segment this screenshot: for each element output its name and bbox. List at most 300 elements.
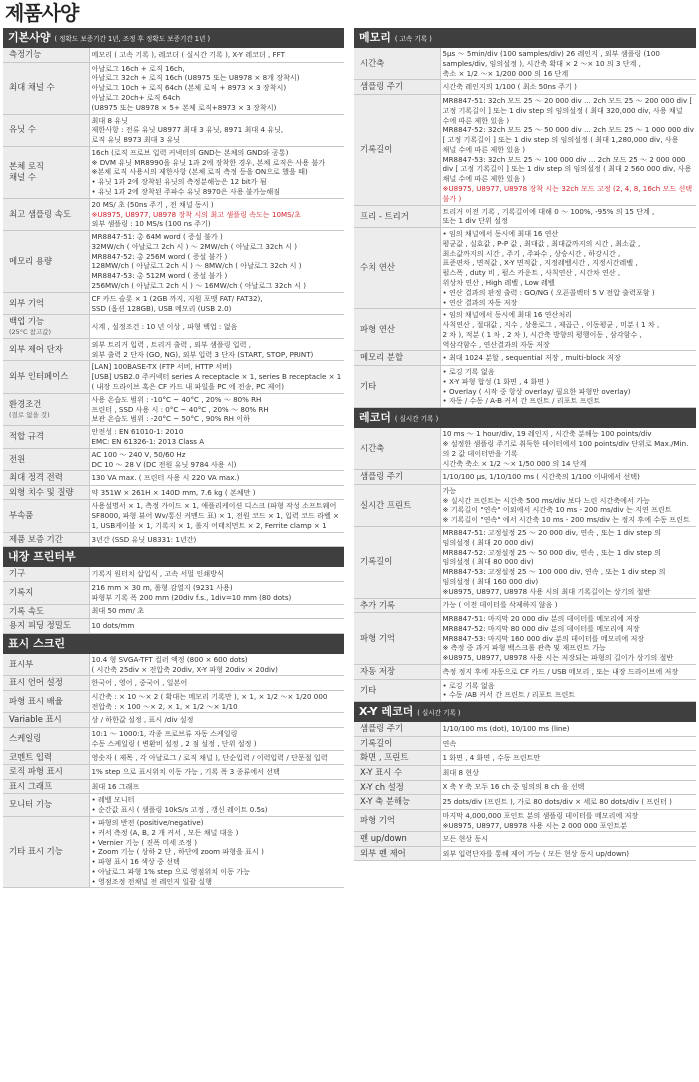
- spec-label: [354, 795, 440, 810]
- section-note: ( 실시간 기록 ): [394, 415, 439, 424]
- spec-label: [3, 532, 89, 547]
- spec-value: [89, 582, 344, 605]
- spec-row: [354, 309, 696, 351]
- spec-label-text: 본체 로직 채널 수: [9, 160, 45, 183]
- spec-row: [3, 750, 344, 765]
- spec-label: [3, 146, 89, 198]
- spec-value: [89, 292, 344, 315]
- spec-value: [89, 338, 344, 361]
- spec-value-text: 가능 ※ 실시간 프린트는 시간축 500 ms/div 보다 느린 시간축에서 가능 ※ 기록길이 "연속" 이외에서 시간축 10 ms - 200 ms/div 는 지연 프린트 ※ 기록길이 "연속" 에서 시간축 10 ms - 200 ms/div 는 정지 후에 수동 프린트: [442, 485, 690, 525]
- spec-label-text: 기록길이: [360, 143, 393, 154]
- spec-label-text: 화면 , 프린트: [360, 752, 409, 763]
- spec-label-text: 실시간 프린트: [360, 499, 412, 510]
- spec-row: [354, 613, 696, 665]
- spec-label-text: 최대 정격 전력: [9, 472, 63, 483]
- spec-value-text: 영숫자 ( 제목 , 각 아날로그 / 로직 채널 ), 단순입력 / 이력입력 / 단문절 입력: [91, 752, 328, 762]
- spec-row: [3, 619, 344, 634]
- spec-value: [440, 780, 696, 795]
- spec-label: [3, 765, 89, 780]
- spec-value-warning: ※U8975, U8977, U8978 장착 시의 최고 샘플링 속도는 10MS/초: [91, 209, 301, 219]
- spec-label-text: Variable 표시: [9, 714, 62, 725]
- spec-label-text: 적합 규격: [9, 431, 45, 442]
- spec-value-text: 한국어 , 영어 , 중국어 , 일본어: [91, 678, 188, 688]
- spec-row: [354, 736, 696, 751]
- spec-label: [354, 228, 440, 309]
- spec-row: [354, 598, 696, 613]
- spec-label: [354, 94, 440, 205]
- spec-value-text: 최대 8 현상: [442, 767, 479, 777]
- spec-value-text: 10:1 ～ 1000:1, 각종 프로브류 자동 스케일링 수동 스케일링 ( 변환비 설정 , 2 점 설정 , 단위 설정 ): [91, 729, 257, 748]
- section-header-memory: [354, 28, 696, 48]
- spec-value: [89, 690, 344, 713]
- spec-label-text: 모니터 기능: [9, 799, 53, 810]
- spec-value-extra: 외부 샘플링 : 10 MS/s (100 ns 주기): [91, 219, 211, 229]
- spec-row: [354, 351, 696, 366]
- spec-value-text: 외부 입력단자를 통해 제어 가능 ( 모든 현상 동시 up/down): [442, 848, 630, 858]
- spec-table-recorder: [354, 428, 696, 702]
- spec-label-text: 유닛 수: [9, 124, 36, 135]
- spec-label-text: 외형 치수 및 질량: [9, 486, 74, 497]
- spec-value: [89, 48, 344, 62]
- spec-row: [354, 765, 696, 780]
- spec-label: [3, 198, 89, 230]
- spec-label: [3, 794, 89, 817]
- spec-value: [89, 426, 344, 449]
- spec-label: [3, 816, 89, 887]
- spec-value-text: 10 ms ～ 1 hour/div, 19 레인지 , 시간축 분해능 100 points/div ※ 설정한 샘플링 주기로 취득한 데이터에서 100 points/div 단위로 Max./Min. 의 2 값 데이터만을 기록 시간축 축소 × 1/2 ～× 1/50 000 의 14 단계: [442, 429, 689, 468]
- spec-value-text: 최대 8 유닛 제한사항 : 전류 유닛 U8977 최대 3 유닛, 8971 최대 4 유닛, 로직 유닛 8973 최대 3 유닛: [91, 115, 284, 145]
- spec-value: [440, 613, 696, 665]
- section-title: 기본사양: [8, 31, 51, 44]
- spec-label-text: 외부 기억: [9, 297, 45, 308]
- spec-label-text: X-Y 표시 수: [360, 766, 403, 777]
- spec-value: [89, 816, 344, 887]
- spec-label-text: 기록길이: [360, 737, 393, 748]
- spec-label-text: 샘플링 주기: [360, 81, 404, 92]
- spec-row: [354, 527, 696, 598]
- spec-row: [3, 292, 344, 315]
- spec-label-text: 표시부: [9, 658, 34, 669]
- spec-value-text: 모든 현상 동시: [442, 834, 489, 844]
- spec-label: [3, 604, 89, 619]
- spec-value: [89, 676, 344, 691]
- spec-value-text: X 축 Y 축 모두 16 ch 중 임의의 8 ch 을 선택: [442, 782, 585, 792]
- spec-label: [3, 654, 89, 676]
- spec-value-text: • 로깅 기록 없음 • 수동 /AB 커서 간 프린트 / 리포트 프린트: [442, 680, 576, 700]
- spec-value-text: [LAN] 100BASE-TX (FTP 서버, HTTP 서버) [USB] USB2.0 주커넥터 series A receptacle × 1, series B receptacle × 1 ( 내장 드라이브 혹은 CF 카드 내 파일을 PC 에 전송, PC 제어): [91, 362, 342, 392]
- spec-table-xy-recorder: [354, 722, 696, 861]
- spec-label-text: 샘플링 주기: [360, 723, 404, 734]
- spec-row: [354, 795, 696, 810]
- section-title: 내장 프린터부: [8, 550, 76, 564]
- spec-label-text: 용지 피딩 정밀도: [9, 620, 71, 631]
- spec-value-text: 1/10/100 µs, 1/10/100 ms ( 시간축의 1/100 이내에서 선택): [442, 472, 640, 482]
- spec-row: [354, 366, 696, 408]
- spec-value-warning: ※U8975, U8977, U8978 장착 시는 32ch 모드 고정 (2, 4, 8, 16ch 모드 선택 불가 ): [442, 183, 693, 203]
- spec-label: [354, 366, 440, 408]
- spec-value: [440, 722, 696, 736]
- spec-value: [89, 604, 344, 619]
- spec-label-text: 기구: [9, 568, 26, 579]
- spec-label: [3, 292, 89, 315]
- page-title: 제품사양: [5, 1, 79, 25]
- spec-value-text: • 레벨 모니터 • 순간값 표시 ( 샘플링 10kS/s 고정 , 갱신 레이트 0.5s): [91, 795, 268, 815]
- spec-value: [89, 393, 344, 425]
- spec-value: [89, 500, 344, 532]
- spec-label: [3, 779, 89, 794]
- spec-value: [440, 795, 696, 810]
- spec-label: [3, 338, 89, 361]
- spec-value: [440, 205, 696, 228]
- spec-row: [354, 228, 696, 309]
- section-header-display: [3, 634, 344, 654]
- spec-label: [354, 846, 440, 861]
- spec-label: [3, 676, 89, 691]
- spec-value: [440, 351, 696, 366]
- spec-row: [3, 713, 344, 728]
- spec-row: [3, 48, 344, 62]
- spec-value: [440, 679, 696, 702]
- spec-label-text: 파형 표시 배율: [9, 695, 63, 706]
- spec-label: [3, 750, 89, 765]
- section-header-recorder: [354, 408, 696, 428]
- section-header-xy-recorder: [354, 702, 696, 722]
- spec-value: [89, 532, 344, 547]
- spec-label-text: 기타 표시 기능: [9, 846, 63, 857]
- spec-label-note: (25°C 참고값): [9, 327, 52, 336]
- spec-label-text: X-Y 축 분해능: [360, 796, 411, 807]
- spec-value: [440, 846, 696, 861]
- spec-value-text: 가능 ( 이전 데이터를 삭제하지 않음 ): [442, 600, 558, 610]
- spec-table-memory: [354, 48, 696, 408]
- spec-label-text: 측정기능: [9, 49, 42, 59]
- spec-value: [89, 619, 344, 634]
- spec-table-printer: [3, 567, 344, 633]
- right-column: [354, 28, 696, 1078]
- spec-label-text: 외부 펜 제어: [360, 847, 406, 858]
- spec-label-text: 기록 속도: [9, 605, 45, 616]
- spec-row: [3, 338, 344, 361]
- spec-value-text: 20 MS/ 초 (50ns 주기 , 전 채널 동시 ): [91, 199, 214, 209]
- spec-label-text: 프리 - 트리거: [360, 210, 409, 221]
- spec-label: [354, 809, 440, 832]
- spec-value: [440, 80, 696, 95]
- spec-label-text: 기타: [360, 684, 377, 695]
- spec-row: [354, 484, 696, 526]
- spec-label-text: 전원: [9, 453, 26, 464]
- spec-label: [3, 690, 89, 713]
- spec-label: [354, 765, 440, 780]
- spec-label: [3, 471, 89, 486]
- spec-value-text: 최대 50 mm/ 초: [91, 606, 145, 616]
- spec-value: [89, 315, 344, 339]
- section-header-printer: [3, 547, 344, 567]
- spec-row: [354, 809, 696, 832]
- section-title: 메모리: [359, 31, 391, 44]
- spec-row: [354, 846, 696, 861]
- spec-value: [440, 228, 696, 309]
- spec-value-text: 외부 트리거 입력 , 트리거 출력 , 외부 샘플링 입력 , 외부 출력 2 단자 (GO, NG), 외부 입력 3 단자 (START, STOP, PRINT): [91, 339, 314, 359]
- spec-label: [3, 728, 89, 751]
- spec-value: [89, 750, 344, 765]
- spec-row: [354, 80, 696, 95]
- spec-row: [3, 794, 344, 817]
- spec-value: [440, 809, 696, 832]
- spec-label-text: 최대 채널 수: [9, 82, 55, 93]
- spec-value-text: 사용 온습도 범위 : -10°C ~ 40°C , 20% ～ 80% RH 프린터 , SSD 사용 시 : 0°C ~ 40°C , 20% ～ 80% RH 보관 온습도 범위 : -20°C ~ 50°C , 90% RH 이하: [91, 394, 269, 424]
- spec-label: [354, 48, 440, 80]
- spec-label-text: 외부 인터페이스: [9, 371, 69, 382]
- spec-value-text: 시계 , 설정조건 : 10 년 이상 , 파형 백업 : 없음: [91, 321, 238, 331]
- spec-label: [354, 309, 440, 351]
- spec-value: [89, 471, 344, 486]
- spec-row: [3, 114, 344, 146]
- spec-label: [3, 448, 89, 471]
- spec-value-text: • 임의 채널에서 동시에 최대 16 연산처리 사칙연산 , 절대값 , 지수 , 상용로그 , 제곱근 , 이동평균 , 미분 ( 1 차 , 2 차 ), 적분 ( 1 차 , 2 차 ), 시간축 방향의 평행이동 , 삼각함수 , 역삼각함수 , 연산결과의 자동 저장: [442, 310, 660, 349]
- spec-row: [3, 448, 344, 471]
- spec-label-text: 펜 up/down: [360, 833, 407, 844]
- spec-value-text: 시간축 레인지의 1/100 ( 최소 50ns 주기 ): [442, 82, 577, 92]
- spec-label-text: 스케일링: [9, 733, 42, 744]
- spec-label: [354, 484, 440, 526]
- spec-value: [89, 713, 344, 728]
- spec-label: [3, 48, 89, 62]
- spec-value-text: 측정 정지 후에 자동으로 CF 카드 / USB 메모리 , 또는 내장 드라이브에 저장: [442, 666, 679, 676]
- spec-row: [3, 582, 344, 605]
- spec-label: [3, 619, 89, 634]
- spec-label: [3, 426, 89, 449]
- spec-label: [354, 613, 440, 665]
- spec-value: [440, 751, 696, 766]
- spec-value: [440, 366, 696, 408]
- spec-row: [3, 62, 344, 114]
- spec-value-text: 1 화면 , 4 화면 , 수동 프린트만: [442, 753, 541, 763]
- spec-value: [89, 485, 344, 500]
- spec-value-text: AC 100 ～ 240 V, 50/60 Hz DC 10 ～ 28 V (DC 전원 유닛 9784 사용 시): [91, 449, 237, 469]
- spec-label-text: 파형 기억: [360, 632, 396, 643]
- spec-label: [354, 80, 440, 95]
- spec-label-text: 표시 언어 설정: [9, 677, 63, 688]
- spec-label: [354, 679, 440, 702]
- spec-label-text: 백업 기능: [9, 316, 45, 327]
- spec-label: [3, 713, 89, 728]
- spec-row: [354, 679, 696, 702]
- spec-label-text: 추가 기록: [360, 599, 396, 610]
- spec-label-text: X-Y ch 설정: [360, 781, 404, 792]
- spec-label: [354, 780, 440, 795]
- spec-row: [3, 485, 344, 500]
- spec-value: [440, 598, 696, 613]
- spec-value-text: 1/10/100 ms (dot), 10/100 ms (line): [442, 724, 570, 734]
- spec-row: [3, 361, 344, 393]
- section-title: 레코더: [359, 411, 391, 425]
- spec-label: [3, 361, 89, 393]
- spec-value: [440, 428, 696, 470]
- spec-label-text: 메모리 분할: [360, 352, 404, 363]
- spec-value-text: 약 351W × 261H × 140D mm, 7.6 kg ( 본체만 ): [91, 487, 256, 497]
- section-note: ( 정확도 보증기간 1년, 조정 후 정확도 보증기간 1년 ): [54, 35, 211, 43]
- section-header-basic-spec: [3, 28, 344, 48]
- spec-label: [354, 665, 440, 680]
- spec-row: [3, 676, 344, 691]
- spec-value: [440, 309, 696, 351]
- spec-value-text: 5µs ～ 5min/div (100 samples/div) 26 레인지 , 외부 샘플링 (100 samples/div, 임의설정 ), 시간축 확대 × 2 ～× 10 의 3 단계 , 축소 × 1/2 ～× 1/200 000 의 16 단계: [442, 49, 660, 78]
- spec-row: [3, 471, 344, 486]
- spec-label: [354, 527, 440, 598]
- spec-value: [89, 765, 344, 780]
- spec-row: [3, 816, 344, 887]
- spec-value-text: 안전성 : EN 61010-1: 2010 EMC: EN 61326-1: 2013 Class A: [91, 427, 205, 446]
- spec-label-text: 메모리 용량: [9, 255, 53, 266]
- spec-label-text: 표시 그래프: [9, 780, 53, 791]
- spec-label: [3, 114, 89, 146]
- spec-value: [440, 527, 696, 598]
- spec-label: [354, 832, 440, 847]
- spec-value-text: 시간축 : × 10 ～× 2 ( 확대는 메모리 기록만 ), × 1, × 1/2 ～× 1/20 000 전압축 : × 100 ～× 2, × 1, × 1/2 ～× 1/10: [91, 691, 328, 711]
- spec-label: [3, 567, 89, 581]
- spec-value: [89, 448, 344, 471]
- spec-row: [3, 690, 344, 713]
- spec-value: [89, 114, 344, 146]
- spec-value-text: • 임의 채널에서 동시에 최대 16 연산 평균값 , 실효값 , P-P 값 , 최대값 , 최대값까지의 시간 , 최소값 , 최소값까지의 시간 , 주기 , 주파수 , 상승시간 , 하강시간 , 표준편차 , 면적값 , X-Y 면적값 , 지정레벨시간 , 지정시간레벨 , 펄스폭 , duty 비 , 펄스 카운트 , 사칙연산 , 시간차 연산 , 위상차 연산 , High 레벨 , Low 레벨 • 연산 결과의 판정 출력 : GO/NG ( 오픈콜렉터 5 V 전압 출력포함 ) • 연산 결과의 자동 저장: [442, 229, 655, 307]
- spec-label-text: 외부 제어 단자: [9, 343, 63, 354]
- spec-label: [3, 231, 89, 293]
- spec-value-text: 16ch (로직 프로브 입력 커넥터의 GND는 본체의 GND와 공통) ※ DVM 유닛 MR8990을 유닛 1과 2에 장착한 경우, 본체 로직은 사용 불가 ※본체 로직 사용시의 제한사항 (본체 로직 측정 등을 ON으로 했을 때) • 유닛 1과 2에 장착된 유닛의 측정분해능은 12 bit가 됨 • 유닛 1과 2에 장착된 주파수 유닛 8970은 사용 불가능해짐: [91, 147, 326, 196]
- section-title: X-Y 레코더: [359, 705, 414, 719]
- spec-label-text: 시간축: [360, 57, 385, 68]
- spec-value: [89, 779, 344, 794]
- spec-value-text: 10 dots/mm: [91, 621, 135, 631]
- spec-label: [354, 470, 440, 485]
- spec-label-text: 파형 기억: [360, 814, 396, 825]
- spec-value-text: 25 dots/div (프린트 ), 가로 80 dots/div × 세로 80 dots/div ( 프린터 ): [442, 797, 672, 807]
- spec-value: [440, 832, 696, 847]
- spec-row: [354, 48, 696, 80]
- spec-value: [89, 198, 344, 230]
- spec-row: [3, 393, 344, 425]
- spec-row: [3, 231, 344, 293]
- spec-value: [440, 765, 696, 780]
- spec-value: [89, 361, 344, 393]
- spec-label: [3, 393, 89, 425]
- spec-label: [3, 582, 89, 605]
- spec-value-text: 아날로그 16ch + 로직 16ch, 아날로그 32ch + 로직 16ch (U8975 또는 U8978 × 8개 장착시) 아날로그 10ch + 로직 64ch (본체 로직 + 8973 × 3 장착시) 아날로그 20ch+ 로직 64ch (U8975 또는 U8978 × 5+ 본체 로직+8973 × 3 장착시): [91, 63, 300, 112]
- spec-row: [354, 780, 696, 795]
- spec-label: [354, 722, 440, 736]
- spec-label-text: 로직 파형 표시: [9, 766, 63, 777]
- spec-label-text: 시간축: [360, 442, 385, 453]
- spec-row: [354, 832, 696, 847]
- spec-row: [3, 315, 344, 339]
- spec-label: [3, 62, 89, 114]
- spec-label-text: 부속품: [9, 510, 34, 521]
- spec-value-text: 130 VA max. ( 프린터 사용 시 220 VA max.): [91, 473, 240, 483]
- spec-row: [3, 654, 344, 676]
- spec-value: [440, 470, 696, 485]
- spec-value-text: 마지막 4,000,000 포인트 분의 샘플링 데이터를 메모리에 저장 ※U8975, U8977, U8978 사용 시는 2 000 000 포인트분: [442, 810, 639, 830]
- spec-row: [3, 765, 344, 780]
- spec-row: [3, 146, 344, 198]
- spec-value-text: 트리거 이전 기록 , 기록길이에 대해 0 ～ 100%, -95% 의 15 단계 , 또는 1 div 단위 설정: [442, 206, 655, 226]
- spec-value: [89, 146, 344, 198]
- section-note: ( 고속 기록 ): [394, 35, 432, 43]
- spec-value: [440, 484, 696, 526]
- spec-label: [3, 315, 89, 339]
- spec-row: [3, 532, 344, 547]
- spec-label-text: 수치 연산: [360, 262, 396, 273]
- spec-label-text: 기록지: [9, 586, 34, 597]
- spec-row: [3, 567, 344, 581]
- spec-label: [354, 598, 440, 613]
- spec-row: [354, 94, 696, 205]
- spec-row: [354, 751, 696, 766]
- spec-label: [354, 736, 440, 751]
- spec-value-text: • 로깅 기록 없음 • X-Y 파형 합성 (1 화면 , 4 화면 ) • Overlay ( 시작 중 항상 overlay/ 필요한 파형만 overlay) • 자동 / 수동 / A-B 커서 간 프린트 / 리포트 프린트: [442, 367, 631, 406]
- spec-value-text: MR8847-51: 고정설정 25 ～ 20 000 div, 연속 , 또는 1 div step 의 임의설정 ( 최대 20 000 div) MR8847-52: 고정설정 25 ～ 50 000 div, 연속 , 또는 1 div step 의 임의설정 ( 최대 80 000 div) MR8847-53: 고정설정 25 ～ 100 000 div, 연속 , 또는 1 div step 의 임의설정 ( 최대 160 000 div) ※U8975, U8977, U8978 사용 시의 최대 기록길이는 상기의 절반: [442, 528, 666, 596]
- spec-value: [440, 94, 696, 205]
- spec-row: [354, 428, 696, 470]
- spec-value-text: 기록지 원터치 삽입식 , 고속 서멀 인쇄방식: [91, 569, 224, 579]
- spec-value: [89, 62, 344, 114]
- spec-row: [3, 779, 344, 794]
- spec-value-text: 최대 16 그래프: [91, 781, 140, 791]
- spec-value: [440, 48, 696, 80]
- spec-row: [3, 426, 344, 449]
- spec-value: [89, 794, 344, 817]
- spec-label: [3, 500, 89, 532]
- spec-row: [354, 665, 696, 680]
- spec-value-text: MR8847-51: 마지막 20 000 div 분의 데이터를 메모리에 저장 MR8847-52: 마지막 80 000 div 분의 데이터를 메모리에 저장 MR8847-53: 마지막 160 000 div 분의 데이터를 메모리에 저장 ※ 측정 중 과거 파형 백스크롤 관측 및 재프린트 가능 ※U8975, U8977, U8978 사용 시는 저장되는 파형의 길이가 상기의 절반: [442, 614, 674, 663]
- spec-value: [89, 567, 344, 581]
- spec-value-text: 3년간 (SSD 유닛 U8331: 1년간): [91, 534, 197, 544]
- spec-label-text: 샘플링 주기: [360, 471, 404, 482]
- spec-value-text: 사용설명서 × 1, 측정 가이드 × 1, 애플리케이션 디스크 (파형 작성 소프트웨어 SF8000, 파형 뷰어 Wv/통신 커맨드 표) × 1, 전원 코드 × 1, 입력 코드 라벨 × 1, USB케이블 × 1, 기록지 × 1, 롤지 어태치먼트 × 2, Ferrite clamp × 1: [91, 501, 340, 531]
- left-column: [3, 28, 344, 1078]
- spec-label-text: 자동 저장: [360, 666, 396, 676]
- spec-row: [3, 604, 344, 619]
- spec-row: [354, 470, 696, 485]
- spec-value-text: • 최대 1024 분할 , sequential 저장 , multi-block 저장: [442, 353, 621, 363]
- spec-row: [3, 500, 344, 532]
- spec-label: [354, 351, 440, 366]
- spec-label-note: (결로 없을 것): [9, 410, 50, 419]
- spec-value: [89, 728, 344, 751]
- spec-value-text: MR8847-51: 총 64M word ( 증설 불가 ) 32MW/ch ( 아날로그 2ch 시 ) ～ 2MW/ch ( 아날로그 32ch 시 ) MR8847-52: 총 256M word ( 증설 불가 ) 128MW/ch ( 아날로그 2ch 시 ) ～ 8MW/ch ( 아날로그 32ch 시 ) MR8847-53: 총 512M word ( 증설 불가 ) 256MW/ch ( 아날로그 2ch 시 ) ～ 16MW/ch ( 아날로그 32ch 시 ): [91, 232, 306, 290]
- spec-value-text: 메모리 ( 고속 기록 ), 레코더 ( 실시간 기록 ), X-Y 레코더 , FFT: [91, 49, 285, 59]
- spec-row: [354, 205, 696, 228]
- spec-value-text: MR8847-51: 32ch 모드 25 ～ 20 000 div ... 2ch 모드 25 ～ 200 000 div [ 고정 기록길이 ] 또는 1 div step 의 임의설정 ( 최대 320,000 div, 사용 채널 수에 따른 제한 있음 ) MR8847-52: 32ch 모드 25 ～ 50 000 div ... 2ch 모드 25 ～ 1 000 000 div [ 고정 기록길이 ] 또는 1 div step 의 임의설정 ( 최대 1,280,000 div, 사용 채널 수에 따른 제한 있음 ) MR8847-53: 32ch 모드 25 ～ 100 000 div ... 2ch 모드 25 ～ 2 000 000 div [ 고정 기록길이 ] 또는 1 div step 의 임의설정 ( 최대 2 560 000 div, 사용 채널 수에 따른 제한 있음 ): [442, 95, 694, 184]
- spec-label-text: 기록길이: [360, 556, 393, 567]
- spec-label-text: 제품 보증 기간: [9, 533, 63, 544]
- spec-label-text: 기타: [360, 380, 377, 391]
- spec-value-text: • 파형의 반전 (positive/negative) • 커서 측정 (A, B, 2 개 커서 , 모든 채널 대응 ) • Vernier 기능 ( 진폭 미세 조정 ) • Zoom 기능 ( 상하 2 단 , 하단에 zoom 파형을 표시 ) • 파형 표시 16 색상 중 선택 • 아날로그 파형 1% step 으로 영점위치 이동 가능 • 영점조정 전채널 전 레인지 일괄 실행: [91, 817, 264, 886]
- spec-value-text: 연속: [442, 738, 457, 748]
- spec-value-text: 10.4 형 SVGA-TFT 컬러 액정 (800 × 600 dots) ( 시간축 25div × 전압축 20div, X-Y 파형 20div × 20div): [91, 654, 278, 674]
- spec-value: [440, 736, 696, 751]
- spec-value: [440, 665, 696, 680]
- section-note: ( 실시간 기록 ): [417, 709, 461, 718]
- spec-value: [89, 231, 344, 293]
- spec-row: [3, 198, 344, 230]
- spec-label: [354, 428, 440, 470]
- spec-label-text: 파형 연산: [360, 324, 396, 335]
- spec-row: [3, 728, 344, 751]
- spec-label: [354, 205, 440, 228]
- spec-label: [3, 485, 89, 500]
- spec-value: [89, 654, 344, 676]
- spec-value-text: 216 mm × 30 m, 롤형 감열지 (9231 사용) 파형부 기록 폭 200 mm (20div f.s., 1div=10 mm (80 dots): [91, 583, 292, 602]
- spec-label-text: 최고 샘플링 속도: [9, 208, 71, 219]
